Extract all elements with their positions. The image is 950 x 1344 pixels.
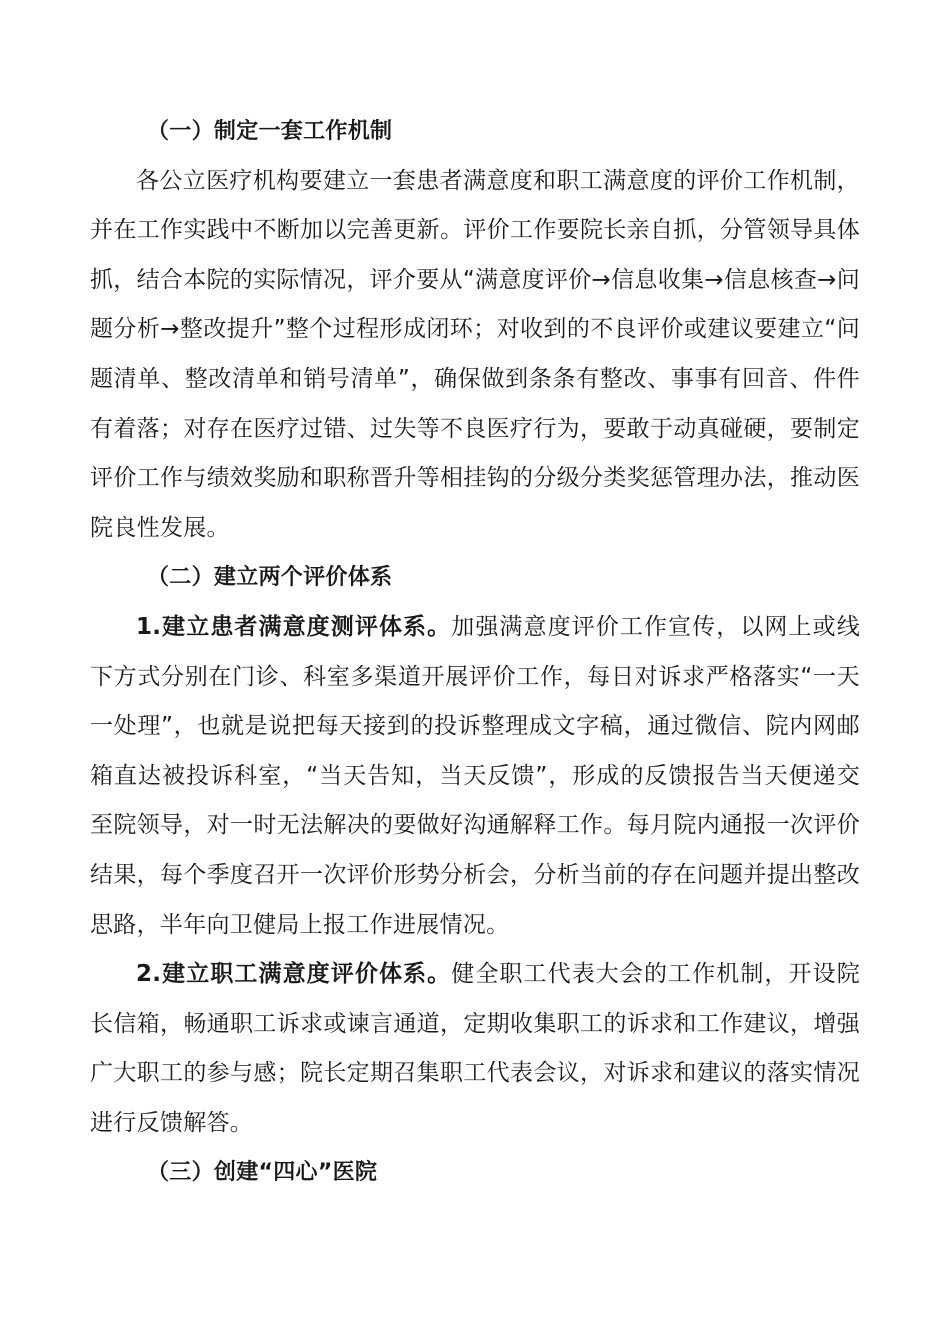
section-item-2 <box>90 950 860 1148</box>
section-heading-1: （一）制定一套工作机制 <box>147 119 393 144</box>
item-lead-2: 2.建立职工满意度评价体系。 <box>136 961 452 988</box>
section-item-1 <box>90 603 860 950</box>
section-heading-2: （二）建立两个评价体系 <box>147 565 393 591</box>
section-heading-3: （三）创建“四心”医院 <box>147 1160 378 1186</box>
item-text-1: 加强满意度评价工作宣传，以网上或线下方式分别在门诊、科室多渠道开展评价工作，每日对诉求严格落实“一天一处理”，也就是说把每天接到的投诉整理成文字稿，通过微信、院内网邮箱直达被投诉科室，“当天告知，当天反馈”，形成的反馈报告当天便递交至院领导，对一时无法解决的要做好沟通解释工作。每月院内通报一次评价结果，每个季度召开一次评价形势分析会，分析当前的存在问题并提出整改思路，半年向卫健局上报工作进展情况。 <box>90 613 860 938</box>
section-paragraph-1: 各公立医疗机构要建立一套患者满意度和职工满意度的评价工作机制，并在工作实践中不断加以完善更新。评价工作要院长亲自抓，分管领导具体抓，结合本院的实际情况，评介要从“满意度评价→信息收集→信息核查→问题分析→整改提升”整个过程形成闭环；对收到的不良评价或建议要建立“问题清单、整改清单和销号清单”，确保做到条条有整改、事事有回音、件件有着落；对存在医疗过错、过失等不良医疗行为，要敢于动真碰硬，要制定评价工作与绩效奖励和职称晋升等相挂钩的分级分类奖惩管理办法，推动医院良性发展。 <box>90 167 860 541</box>
item-lead-1: 1.建立患者满意度测评体系。 <box>136 613 452 640</box>
document-page <box>90 107 860 1198</box>
item-text-2: 健全职工代表大会的工作机制，开设院长信箱，畅通职工诉求或谏言通道，定期收集职工的诉求和工作建议，增强广大职工的参与感；院长定期召集职工代表会议，对诉求和建议的落实情况进行反馈解答。 <box>90 961 860 1136</box>
